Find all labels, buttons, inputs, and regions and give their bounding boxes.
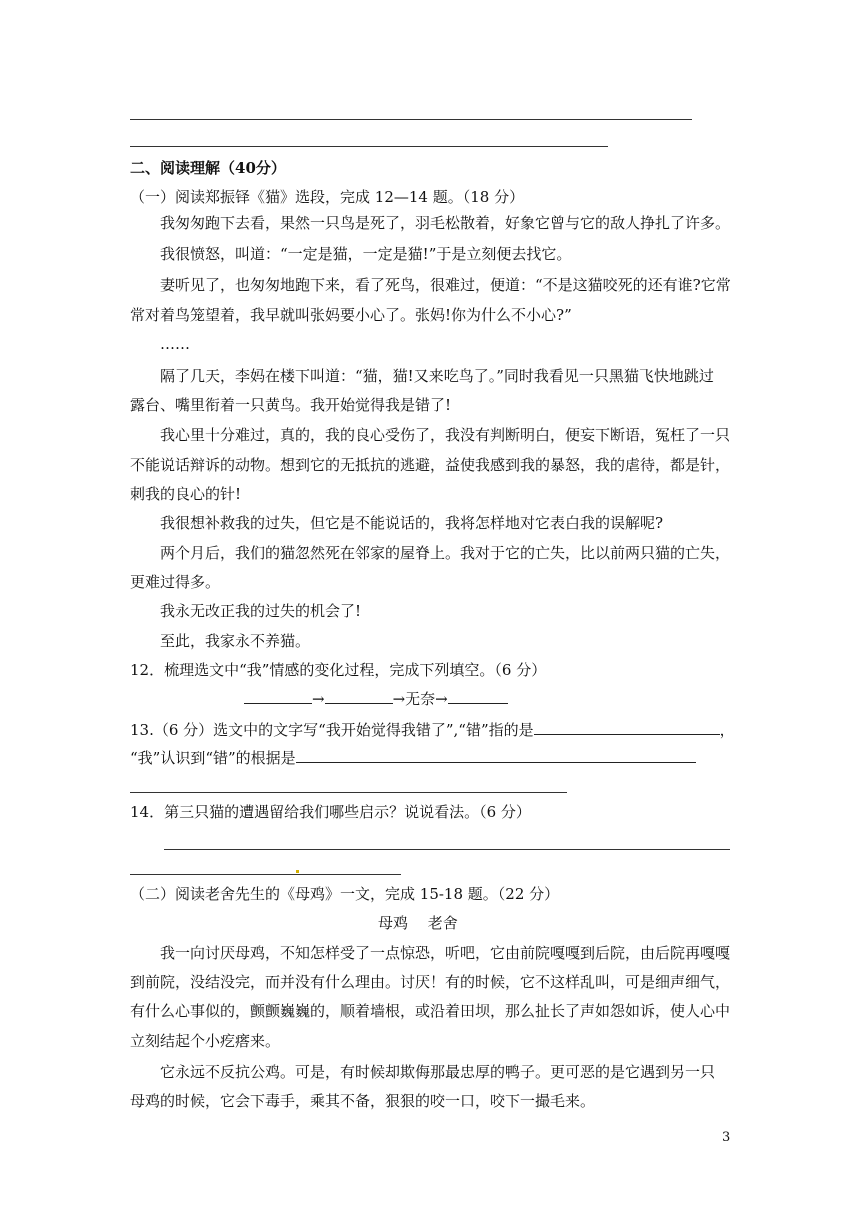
section-title: 二、阅读理解（40分） [130, 159, 286, 177]
p1-ellipsis: …… [160, 335, 190, 353]
page-number: 3 [722, 1130, 731, 1145]
p1-para3-line1: 妻听见了，也匆匆地跑下来，看了死鸟，很难过，便道：“不是这猫咬死的还有谁?它常 [160, 276, 731, 294]
p1-para6-line2: 不能说话辩诉的动物。想到它的无抵抗的逃避，益使我感到我的暴怒，我的虐待，都是针， [130, 456, 731, 474]
question-12: 12．梳理选文中“我”情感的变化过程，完成下列填空。（6 分） [130, 661, 547, 679]
p1-para10-line1: 至此，我家永不养猫。 [160, 632, 311, 650]
part1-heading: （一）阅读郑振铎《猫》选段，完成 12—14 题。（18 分） [130, 188, 525, 206]
q12-middle-word: 无奈 [405, 690, 436, 708]
answer-line-top-1 [130, 119, 692, 120]
p1-para1-line1: 我匆匆跑下去看，果然一只鸟是死了，羽毛松散着，好象它曾与它的敌人挣扎了许多。 [160, 214, 731, 232]
question-14: 14．第三只猫的遭遇留给我们哪些启示？说说看法。（6 分） [130, 803, 531, 821]
q12-blank-3[interactable] [448, 689, 508, 704]
p1-para8-line2: 更难过得多。 [130, 573, 221, 591]
q12-blank-1[interactable] [244, 689, 312, 704]
p2-para2-line1: 它永远不反抗公鸡。可是，有时候却欺侮那最忠厚的鸭子。更可恶的是它遇到另一只 [160, 1063, 716, 1081]
p1-para2-line1: 我很愤怒，叫道：“一定是猫，一定是猫!”于是立刻便去找它。 [160, 245, 572, 263]
answer-line-top-2 [130, 146, 608, 147]
p2-para2-line2: 母鸡的时候，它会下毒手，乘其不备，狠狠的咬一口，咬下一撮毛来。 [130, 1092, 596, 1110]
p2-para1-line3: 有什么心事似的，颤颤巍巍的，顺着墙根，或沿着田坝，那么扯长了声如怨如诉，使人心中 [130, 1002, 731, 1020]
q13-prompt: 13.（6 分）选文中的文字写“我开始觉得我错了”,“错”指的是 [130, 721, 534, 739]
p2-para1-line4: 立刻结起个小疙瘩来。 [130, 1032, 281, 1050]
question-13-line2 [130, 748, 696, 768]
q13-answer-line[interactable] [130, 792, 567, 793]
p1-para6-line1: 我心里十分难过，真的，我的良心受伤了，我没有判断明白，便妄下断语，冤枉了一只 [160, 426, 731, 444]
q13-comma: ， [719, 721, 735, 739]
p2-para1-line2: 到前院，没结没完，而并没有什么理由。讨厌！有的时候，它不这样乱叫，可是细声细气， [130, 973, 731, 991]
yellow-mark-dot [296, 870, 299, 873]
q14-answer-line-2[interactable] [130, 874, 401, 875]
q12-arrow-2: → [392, 690, 406, 708]
q12-arrow-1: → [312, 690, 325, 708]
p1-para6-line3: 刺我的良心的针! [130, 485, 242, 503]
part2-article-title: 母鸡 老舍 [378, 914, 458, 932]
q13-blank-1[interactable] [534, 720, 720, 735]
part2-heading: （二）阅读老舍先生的《母鸡》一文，完成 15-18 题。（22 分） [130, 885, 560, 903]
p1-para9-line1: 我永无改正我的过失的机会了! [160, 602, 362, 620]
q12-blank-2[interactable] [325, 689, 393, 704]
p1-para7-line1: 我很想补救我的过失，但它是不能说话的，我将怎样地对它表白我的误解呢? [160, 514, 664, 532]
q12-blanks [244, 689, 508, 709]
p1-para5-line2: 露台、嘴里衔着一只黄鸟。我开始觉得我是错了! [130, 396, 452, 414]
q14-answer-line-1[interactable] [164, 849, 730, 850]
p1-para3-line2: 常对着鸟笼望着，我早就叫张妈要小心了。张妈!你为什么不小心?” [130, 306, 572, 324]
question-13-line1 [130, 720, 735, 740]
p1-para8-line1: 两个月后，我们的猫忽然死在邻家的屋脊上。我对于它的亡失，比以前两只猫的亡失， [160, 544, 731, 562]
q13-blank-2[interactable] [296, 748, 696, 763]
p1-para5-line1: 隔了几天，李妈在楼下叫道：“猫，猫!又来吃鸟了。”同时我看见一只黑猫飞快地跳过 [160, 367, 714, 385]
q13-prompt-2: “我”认识到“错”的根据是 [130, 749, 296, 767]
p2-para1-line1: 我一向讨厌母鸡，不知怎样受了一点惊恐，听吧，它由前院嘎嘎到后院，由后院再嘎嘎 [160, 944, 731, 962]
q12-arrow-3: → [435, 690, 448, 708]
